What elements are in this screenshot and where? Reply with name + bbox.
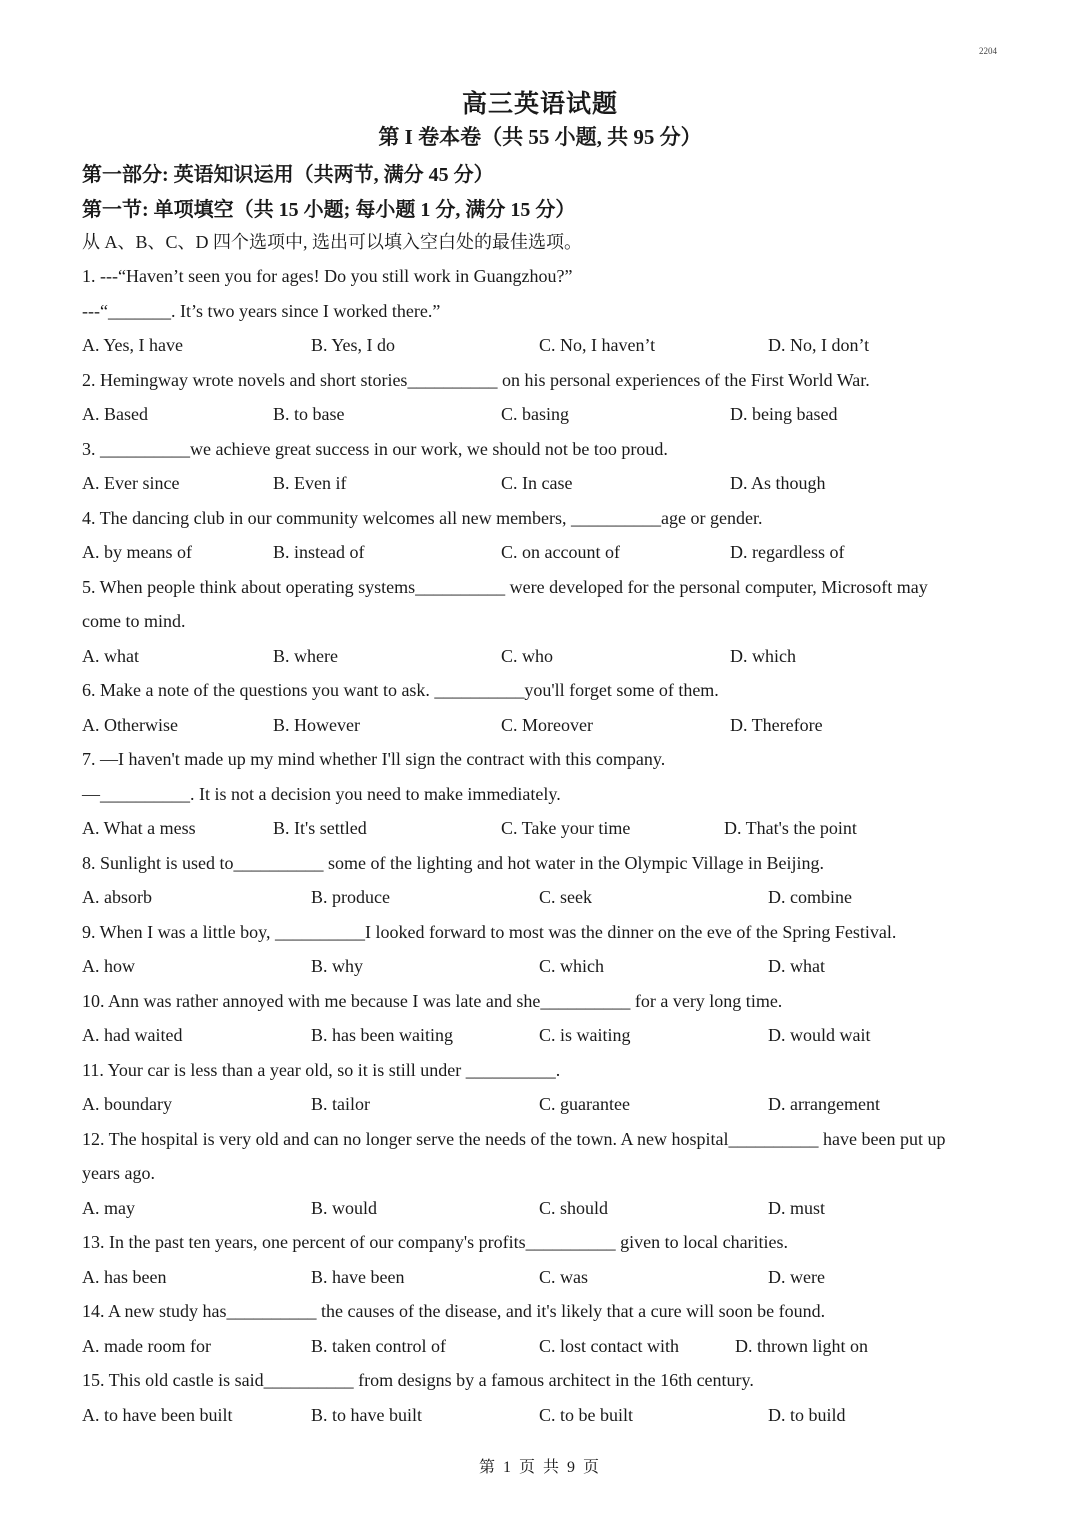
option-b[interactable]: B. tailor <box>311 1094 370 1114</box>
question-list <box>82 259 1002 1432</box>
option-c[interactable]: C. on account of <box>501 542 620 562</box>
option-d[interactable]: D. would wait <box>768 1025 871 1045</box>
option-d[interactable]: D. thrown light on <box>735 1335 868 1356</box>
question-item <box>82 673 1002 742</box>
question-item <box>82 1122 1002 1226</box>
question-text: come to mind. <box>82 611 186 631</box>
option-b[interactable]: B. produce <box>311 887 390 907</box>
option-a[interactable]: A. What a mess <box>82 818 196 838</box>
option-a[interactable]: A. Yes, I have <box>82 335 183 355</box>
question-item <box>82 363 1002 432</box>
option-a[interactable]: A. what <box>82 645 139 666</box>
option-row <box>82 328 1002 363</box>
page-title: 高三英语试题 <box>461 91 618 118</box>
option-b[interactable]: B. has been waiting <box>311 1025 453 1045</box>
question-text: 12. The hospital is very old and can no longer serve the needs of the town. A new hospital__________ have been put up <box>82 1128 946 1149</box>
option-a[interactable]: A. absorb <box>82 887 152 907</box>
question-text: 15. This old castle is said__________ from designs by a famous architect in the 16th century. <box>82 1370 754 1390</box>
option-a[interactable]: A. to have been built <box>82 1404 233 1425</box>
option-c[interactable]: C. was <box>539 1266 588 1287</box>
option-a[interactable]: A. Based <box>82 404 148 424</box>
option-row <box>82 1018 1002 1053</box>
option-b[interactable]: B. would <box>311 1197 378 1218</box>
option-b[interactable]: B. Yes, I do <box>311 335 396 355</box>
option-d[interactable]: D. That's the point <box>724 818 857 838</box>
question-item <box>82 846 1002 915</box>
question-text: years ago. <box>82 1163 155 1183</box>
option-a[interactable]: A. boundary <box>82 1094 172 1114</box>
option-b[interactable]: B. to base <box>273 404 345 424</box>
option-d[interactable]: D. what <box>768 956 825 976</box>
option-c[interactable]: C. Moreover <box>501 714 593 735</box>
option-a[interactable]: A. Otherwise <box>82 714 178 735</box>
section-heading: 第一节: 单项填空（共 15 小题; 每小题 1 分, 满分 15 分） <box>82 199 576 221</box>
option-c[interactable]: C. seek <box>539 887 592 907</box>
question-text: 2. Hemingway wrote novels and short stories__________ on his personal experiences of the First World War. <box>82 369 870 390</box>
question-text: —__________. It is not a decision you need to make immediately. <box>82 783 561 804</box>
option-d[interactable]: D. regardless of <box>730 542 845 562</box>
question-text: 5. When people think about operating systems__________ were developed for the personal computer, Microsoft may <box>82 576 928 597</box>
option-d[interactable]: D. combine <box>768 887 852 907</box>
question-item <box>82 501 1002 570</box>
question-text: 1. ---“Haven’t seen you for ages! Do you still work in Guangzhou?” <box>82 266 573 286</box>
option-row <box>82 949 1002 984</box>
option-c[interactable]: C. basing <box>501 404 570 424</box>
question-item <box>82 259 1002 363</box>
question-item <box>82 915 1002 984</box>
option-c[interactable]: C. who <box>501 645 554 666</box>
question-text: 7. —I haven't made up my mind whether I'll sign the contract with this company. <box>82 749 666 769</box>
option-d[interactable]: D. arrangement <box>768 1094 880 1114</box>
option-d[interactable]: D. to build <box>768 1404 846 1425</box>
question-item <box>82 1053 1002 1122</box>
question-text: 8. Sunlight is used to__________ some of the lighting and hot water in the Olympic Village in Beijing. <box>82 852 825 873</box>
option-d[interactable]: D. Therefore <box>730 714 823 735</box>
option-d[interactable]: D. No, I don’t <box>768 335 870 355</box>
option-b[interactable]: B. However <box>273 714 360 735</box>
question-item <box>82 1225 1002 1294</box>
question-item <box>82 570 1002 674</box>
option-c[interactable]: C. is waiting <box>539 1025 631 1045</box>
question-item <box>82 742 1002 846</box>
question-text: 13. In the past ten years, one percent of our company's profits__________ given to local charities. <box>82 1232 789 1252</box>
option-row <box>82 397 1002 432</box>
option-c[interactable]: C. lost contact with <box>539 1335 679 1356</box>
page-footer: 第 1 页 共 9 页 <box>478 1459 601 1476</box>
question-text: 11. Your car is less than a year old, so it is still under __________. <box>82 1059 561 1080</box>
question-item <box>82 1294 1002 1363</box>
option-c[interactable]: C. No, I haven’t <box>539 335 656 355</box>
option-b[interactable]: B. instead of <box>273 542 365 562</box>
option-a[interactable]: A. had waited <box>82 1025 183 1045</box>
question-text: 10. Ann was rather annoyed with me because I was late and she__________ for a very long time. <box>82 990 783 1011</box>
option-c[interactable]: C. Take your time <box>501 818 631 838</box>
question-text: 9. When I was a little boy, __________I looked forward to most was the dinner on the eve of the Spring Festival. <box>82 921 897 942</box>
option-row <box>82 1329 1002 1364</box>
option-d[interactable]: D. being based <box>730 404 838 424</box>
option-c[interactable]: C. which <box>539 956 604 976</box>
question-text: 4. The dancing club in our community welcomes all new members, __________age or gender. <box>82 507 763 528</box>
option-row <box>82 535 1002 570</box>
option-row <box>82 880 1002 915</box>
option-row <box>82 1087 1002 1122</box>
page-subtitle: 第 I 卷本卷（共 55 小题, 共 95 分） <box>378 125 702 149</box>
option-row <box>82 466 1002 501</box>
option-c[interactable]: C. should <box>539 1197 609 1218</box>
option-row <box>82 1260 1002 1295</box>
option-b[interactable]: B. taken control of <box>311 1335 446 1356</box>
instruction-text: 从 A、B、C、D 四个选项中, 选出可以填入空白处的最佳选项。 <box>82 232 583 252</box>
option-d[interactable]: D. As though <box>730 473 826 493</box>
option-d[interactable]: D. were <box>768 1266 825 1287</box>
option-row <box>82 708 1002 743</box>
option-d[interactable]: D. which <box>730 645 796 666</box>
option-d[interactable]: D. must <box>768 1197 826 1218</box>
option-a[interactable]: A. by means of <box>82 542 192 562</box>
option-a[interactable]: A. may <box>82 1197 135 1218</box>
option-c[interactable]: C. guarantee <box>539 1094 630 1114</box>
option-row <box>82 1398 1002 1433</box>
option-b[interactable]: B. why <box>311 956 364 976</box>
question-item <box>82 1363 1002 1432</box>
question-text: 3. __________we achieve great success in our work, we should not be too proud. <box>82 438 668 459</box>
option-row <box>82 639 1002 674</box>
option-a[interactable]: A. Ever since <box>82 473 180 493</box>
question-text: 6. Make a note of the questions you want to ask. __________you'll forget some of them. <box>82 680 719 700</box>
option-b[interactable]: B. Even if <box>273 473 347 493</box>
question-text: 14. A new study has__________ the causes of the disease, and it's likely that a cure will soon be found. <box>82 1301 826 1321</box>
option-a[interactable]: A. how <box>82 956 135 976</box>
part-heading: 第一部分: 英语知识运用（共两节, 满分 45 分） <box>82 164 494 186</box>
question-item <box>82 432 1002 501</box>
option-row <box>82 811 1002 846</box>
page-code: 2204 <box>979 46 997 56</box>
option-a[interactable]: A. has been <box>82 1266 167 1287</box>
question-text: ---“_______. It’s two years since I worked there.” <box>82 300 441 321</box>
option-a[interactable]: A. made room for <box>82 1335 211 1356</box>
option-b[interactable]: B. where <box>273 645 338 666</box>
option-row <box>82 1191 1002 1226</box>
option-b[interactable]: B. It's settled <box>273 818 367 838</box>
option-b[interactable]: B. have been <box>311 1266 405 1287</box>
question-item <box>82 984 1002 1053</box>
option-c[interactable]: C. In case <box>501 473 573 493</box>
option-c[interactable]: C. to be built <box>539 1404 633 1425</box>
option-b[interactable]: B. to have built <box>311 1404 422 1425</box>
